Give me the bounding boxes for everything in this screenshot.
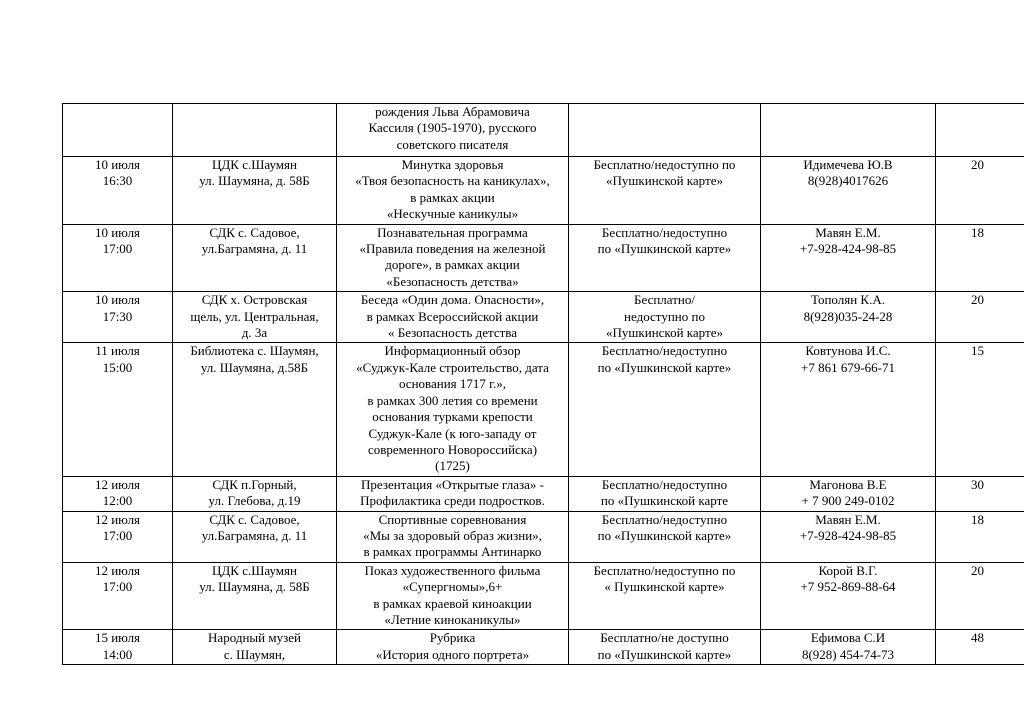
cell-line: основания турками крепости [372,409,533,425]
cell-line: Показ художественного фильма [364,562,541,578]
cell-line: Презентация «Открытые глаза» - [361,476,544,492]
price-cell [569,104,761,157]
cell-line: Тополян К.А. [811,292,885,308]
table-row [63,562,1024,630]
event-cell [337,343,569,476]
cell-line: «Нескучные каникулы» [386,206,519,222]
cell-line: +7-928-424-98-85 [799,527,897,543]
participants-count: 48 [971,630,984,646]
contact-cell [761,562,936,630]
cell-line: 8(928) 454-74-73 [801,646,895,662]
venue-cell [173,476,337,511]
cell-line: ул. Шаумяна, д.58Б [200,359,309,375]
cell-line: Суджук-Кале (к юго-западу от [368,425,537,441]
cell-line: «Пушкинской карте» [606,325,723,341]
cell-line: 16:30 [102,173,133,189]
price-cell [569,511,761,562]
contact-cell [761,104,936,157]
cell-line: Кассиля (1905-1970), русского [368,120,537,136]
cell-line: «Суджук-Кале строительство, дата [356,359,549,375]
event-cell [337,630,569,665]
cell-line: Идимечева Ю.В [803,157,893,172]
table-row [63,476,1024,511]
cell-line: по «Пушкинской карте» [597,527,732,543]
event-cell [337,224,569,292]
participants-cell [936,292,1024,343]
price-cell [569,562,761,630]
date-time-cell [63,630,173,665]
cell-line: Бесплатно/недоступно [601,224,728,240]
contact-cell [761,157,936,225]
participants-cell [936,476,1024,511]
cell-line: по «Пушкинской карте» [597,646,732,662]
cell-line: Ковтунова И.С. [805,343,891,359]
event-cell [337,104,569,157]
cell-line: недоступно по [624,308,705,324]
cell-line: «Правила поведения на железной [359,241,546,257]
event-cell [337,511,569,562]
venue-cell [173,224,337,292]
venue-cell [173,562,337,630]
events-table-body [63,104,1024,665]
cell-line: «Мы за здоровый образ жизни», [363,527,542,543]
cell-line: СДК х. Островская [201,292,308,308]
cell-line: Бесплатно/недоступно по [593,562,736,578]
venue-cell [173,157,337,225]
cell-line: ЦДК с.Шаумян [212,157,297,172]
event-cell [337,476,569,511]
cell-line: Народный музей [208,630,301,646]
cell-line: ул.Баграмяна, д. 11 [201,241,308,257]
cell-line: щель, ул. Центральная, [190,308,319,324]
cell-line: 12:00 [102,493,133,509]
cell-line: 15:00 [102,359,133,375]
contact-cell [761,343,936,476]
cell-line: рождения Льва Абрамовича [375,104,530,119]
table-row [63,511,1024,562]
cell-line: 8(928)035-24-28 [803,308,893,324]
cell-line: ул. Шаумяна, д. 58Б [199,579,310,595]
cell-line: Спортивные соревнования [378,511,527,527]
participants-count: 30 [971,476,984,492]
contact-cell [761,511,936,562]
cell-line: д. 3а [241,325,268,341]
cell-line: 17:00 [102,579,133,595]
events-table [62,103,1024,665]
participants-cell [936,630,1024,665]
cell-line: в рамках краевой киноакции [373,595,532,611]
table-row [63,224,1024,292]
cell-line: «Безопасность детства» [386,273,519,289]
date-time-cell [63,511,173,562]
cell-line: « Пушкинской карте» [604,579,725,595]
cell-line: Мавян Е.М. [815,511,881,527]
cell-line: в рамках программы Антинарко [363,544,542,560]
participants-cell [936,104,1024,157]
participants-count: 18 [971,511,984,527]
participants-cell [936,562,1024,630]
cell-line: с. Шаумян, [223,646,286,662]
cell-line: Бесплатно/не доступно [600,630,729,646]
cell-line: «Супергномы»,6+ [402,579,503,595]
cell-line: ЦДК с.Шаумян [212,562,297,578]
cell-line: ул. Глебова, д.19 [208,493,301,509]
table-row [63,630,1024,665]
participants-cell [936,224,1024,292]
cell-line: Бесплатно/недоступно [601,511,728,527]
cell-line: 10 июля [94,157,141,172]
table-row [63,104,1024,157]
cell-line: Беседа «Один дома. Опасности», [360,292,545,308]
cell-line: основания 1717 г.», [398,376,507,392]
cell-line: 12 июля [94,511,141,527]
participants-count: 20 [971,292,984,308]
participants-count: 20 [971,157,984,172]
event-cell [337,562,569,630]
cell-line: СДК п.Горный, [212,476,297,492]
participants-count: 15 [971,343,984,359]
cell-line: 10 июля [94,224,141,240]
price-cell [569,630,761,665]
event-cell [337,292,569,343]
participants-count: 20 [971,562,984,578]
cell-line: Магонова В.Е [809,476,887,492]
price-cell [569,157,761,225]
cell-line: Корой В.Г. [818,562,878,578]
cell-line: «Летние киноканикулы» [384,611,521,627]
price-cell [569,292,761,343]
cell-line: Бесплатно/недоступно [601,476,728,492]
cell-line: (1725) [435,458,470,474]
cell-line: в рамках акции [410,189,495,205]
cell-line: Профилактика среди подростков. [360,493,545,509]
cell-line: « Безопасность детства [387,325,518,341]
table-row [63,343,1024,476]
venue-cell [173,630,337,665]
price-cell [569,476,761,511]
cell-line: СДК с. Садовое, [209,224,300,240]
contact-cell [761,630,936,665]
cell-line: по «Пушкинской карте» [597,359,732,375]
cell-line: Бесплатно/ [634,292,695,308]
cell-line: Ефимова С.И [810,630,886,646]
cell-line: +7 952-869-88-64 [800,579,896,595]
cell-line: советского писателя [396,136,509,152]
cell-line: по «Пушкинской карте [600,493,729,509]
participants-cell [936,511,1024,562]
cell-line: 17:30 [102,308,133,324]
cell-line: в рамках 300 летия со времени [367,392,538,408]
participants-count: 18 [971,224,984,240]
cell-line: Рубрика [429,630,476,646]
cell-line: в рамках Всероссийской акции [366,308,539,324]
cell-line: дороге», в рамках акции [385,257,520,273]
event-cell [337,157,569,225]
participants-cell [936,343,1024,476]
cell-line: 8(928)4017626 [807,173,889,189]
cell-line: «Твоя безопасность на каникулах», [355,173,550,189]
contact-cell [761,292,936,343]
cell-line: Информационный обзор [384,343,521,359]
contact-cell [761,224,936,292]
contact-cell [761,476,936,511]
date-time-cell [63,562,173,630]
date-time-cell [63,476,173,511]
participants-cell [936,157,1024,225]
venue-cell [173,343,337,476]
price-cell [569,224,761,292]
cell-line: Библиотека с. Шаумян, [190,343,319,359]
price-cell [569,343,761,476]
cell-line: современного Новороссийска) [367,441,538,457]
cell-line: по «Пушкинской карте» [597,241,732,257]
cell-line: 10 июля [94,292,141,308]
date-time-cell [63,292,173,343]
cell-line: Познавательная программа [377,224,528,240]
cell-line: Бесплатно/недоступно по [593,157,736,172]
cell-line: СДК с. Садовое, [209,511,300,527]
venue-cell [173,292,337,343]
date-time-cell [63,224,173,292]
date-time-cell [63,104,173,157]
cell-line: ул.Баграмяна, д. 11 [201,527,308,543]
cell-line: 17:00 [102,241,133,257]
cell-line: 14:00 [102,646,133,662]
cell-line: Бесплатно/недоступно [601,343,728,359]
cell-line: «Пушкинской карте» [606,173,723,189]
cell-line: 17:00 [102,527,133,543]
table-row [63,157,1024,225]
date-time-cell [63,343,173,476]
cell-line: 12 июля [94,476,141,492]
cell-line: + 7 900 249-0102 [801,493,895,509]
venue-cell [173,104,337,157]
table-row [63,292,1024,343]
cell-line: 12 июля [94,562,141,578]
cell-line: 15 июля [94,630,141,646]
cell-line: Мавян Е.М. [815,224,881,240]
cell-line: +7-928-424-98-85 [799,241,897,257]
cell-line: Минутка здоровья [401,157,504,172]
cell-line: ул. Шаумяна, д. 58Б [199,173,310,189]
venue-cell [173,511,337,562]
cell-line: +7 861 679-66-71 [801,359,895,375]
cell-line: «История одного портрета» [375,646,530,662]
cell-line: 11 июля [95,343,140,359]
date-time-cell [63,157,173,225]
